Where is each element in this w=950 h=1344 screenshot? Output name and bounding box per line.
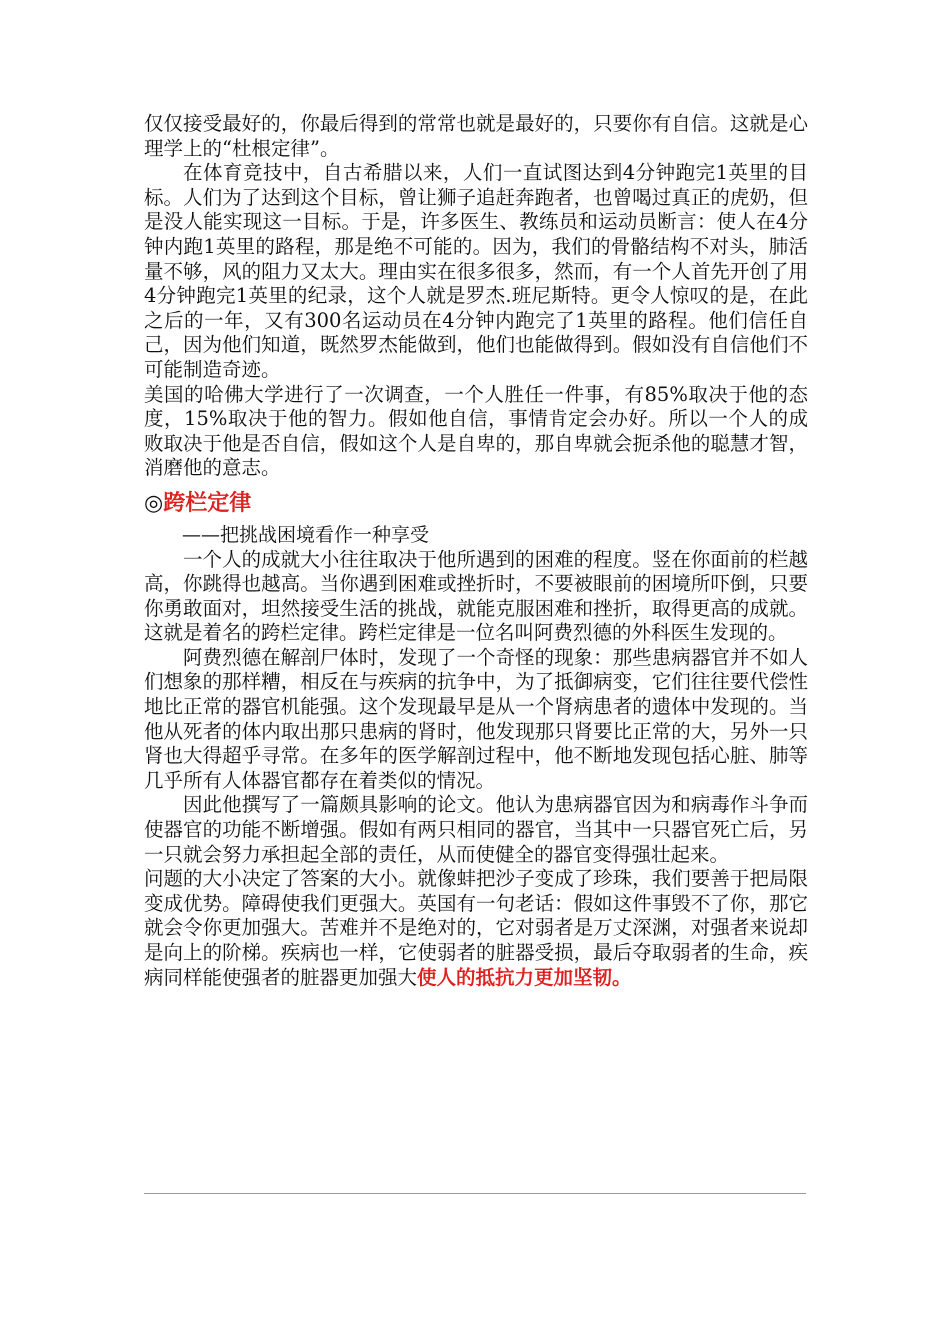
- section-subtitle: ——把挑战困境看作一种享受: [182, 523, 430, 546]
- section-title: 跨栏定律: [163, 490, 252, 516]
- conclusion-emphasis: 使人的抵抗力更加坚韧。: [417, 965, 632, 989]
- section-heading: [144, 489, 808, 519]
- paragraph-paper: 因此他撰写了一篇颇具影响的论文。他认为患病器官因为和病毒作斗争而使器官的功能不断增强。假如有两只相同的器官，当其中一只器官死亡后，另一只就会努力承担起全部的责任，从而使健全的器官变得强壮起来。: [144, 793, 808, 866]
- conclusion-text: 问题的大小决定了答案的大小。就像蚌把沙子变成了珍珠，我们要善于把局限变成优势。障碍使我们更强大。英国有一句老话：假如这件事毁不了你，那它就会令你更加强大。苦难并不是绝对的，它对弱者是万丈深渊，对强者来说却是向上的阶梯。疾病也一样，它使弱者的脏器受损，最后夺取弱者的生命，疾病同样能使强者的脏器更加强大: [144, 867, 808, 989]
- document-body: [144, 112, 808, 990]
- footer-divider: [144, 1193, 806, 1194]
- paragraph-conclusion: [144, 867, 808, 990]
- paragraph-autopsy-discovery: 阿费烈德在解剖尸体时，发现了一个奇怪的现象：那些患病器官并不如人们想象的那样糟，相反在与疾病的抗争中，为了抵御病变，它们往往要代偿性地比正常的器官机能强。这个发现最早是从一个肾病患者的遗体中发现的。当他从死者的体内取出那只患病的肾时，他发现那只肾要比正常的大，另外一只肾也大得超乎寻常。在多年的医学解剖过程中，他不断地发现包括心脏、肺等几乎所有人体器官都存在着类似的情况。: [144, 645, 808, 792]
- paragraph-dugen-law-end: 仅仅接受最好的，你最后得到的常常也就是最好的，只要你有自信。这就是心理学上的“杜根定律”。: [144, 112, 808, 160]
- paragraph-hurdle-law-intro: 一个人的成就大小往往取决于他所遇到的困难的程度。竖在你面前的栏越高，你跳得也越高。当你遇到困难或挫折时，不要被眼前的困境所吓倒，只要你勇敢面对，坦然接受生活的挑战，就能克服困难和挫折，取得更高的成就。这就是着名的跨栏定律。跨栏定律是一位名叫阿费烈德的外科医生发现的。: [144, 547, 808, 645]
- paragraph-harvard-survey: 美国的哈佛大学进行了一次调查，一个人胜任一件事，有85%取决于他的态度，15%取决于他的智力。假如他自信，事情肯定会办好。所以一个人的成败取决于他是否自信，假如这个人是自卑的，那自卑就会扼杀他的聪慧才智，消磨他的意志。: [144, 382, 808, 480]
- circle-bullet-icon: ◎: [144, 490, 164, 516]
- paragraph-four-minute-mile: 在体育竞技中，自古希腊以来，人们一直试图达到4分钟跑完1英里的目标。人们为了达到这个目标，曾让狮子追赶奔跑者，也曾喝过真正的虎奶，但是没人能实现这一目标。于是，许多医生、教练员和运动员断言：使人在4分钟内跑1英里的路程，那是绝不可能的。因为，我们的骨骼结构不对头，肺活量不够，风的阻力又太大。理由实在很多很多，然而，有一个人首先开创了用4分钟跑完1英里的纪录，这个人就是罗杰.班尼斯特。更令人惊叹的是，在此之后的一年，又有300名运动员在4分钟内跑完了1英里的路程。他们信任自己，因为他们知道，既然罗杰能做到，他们也能做得到。假如没有自信他们不可能制造奇迹。: [144, 161, 808, 381]
